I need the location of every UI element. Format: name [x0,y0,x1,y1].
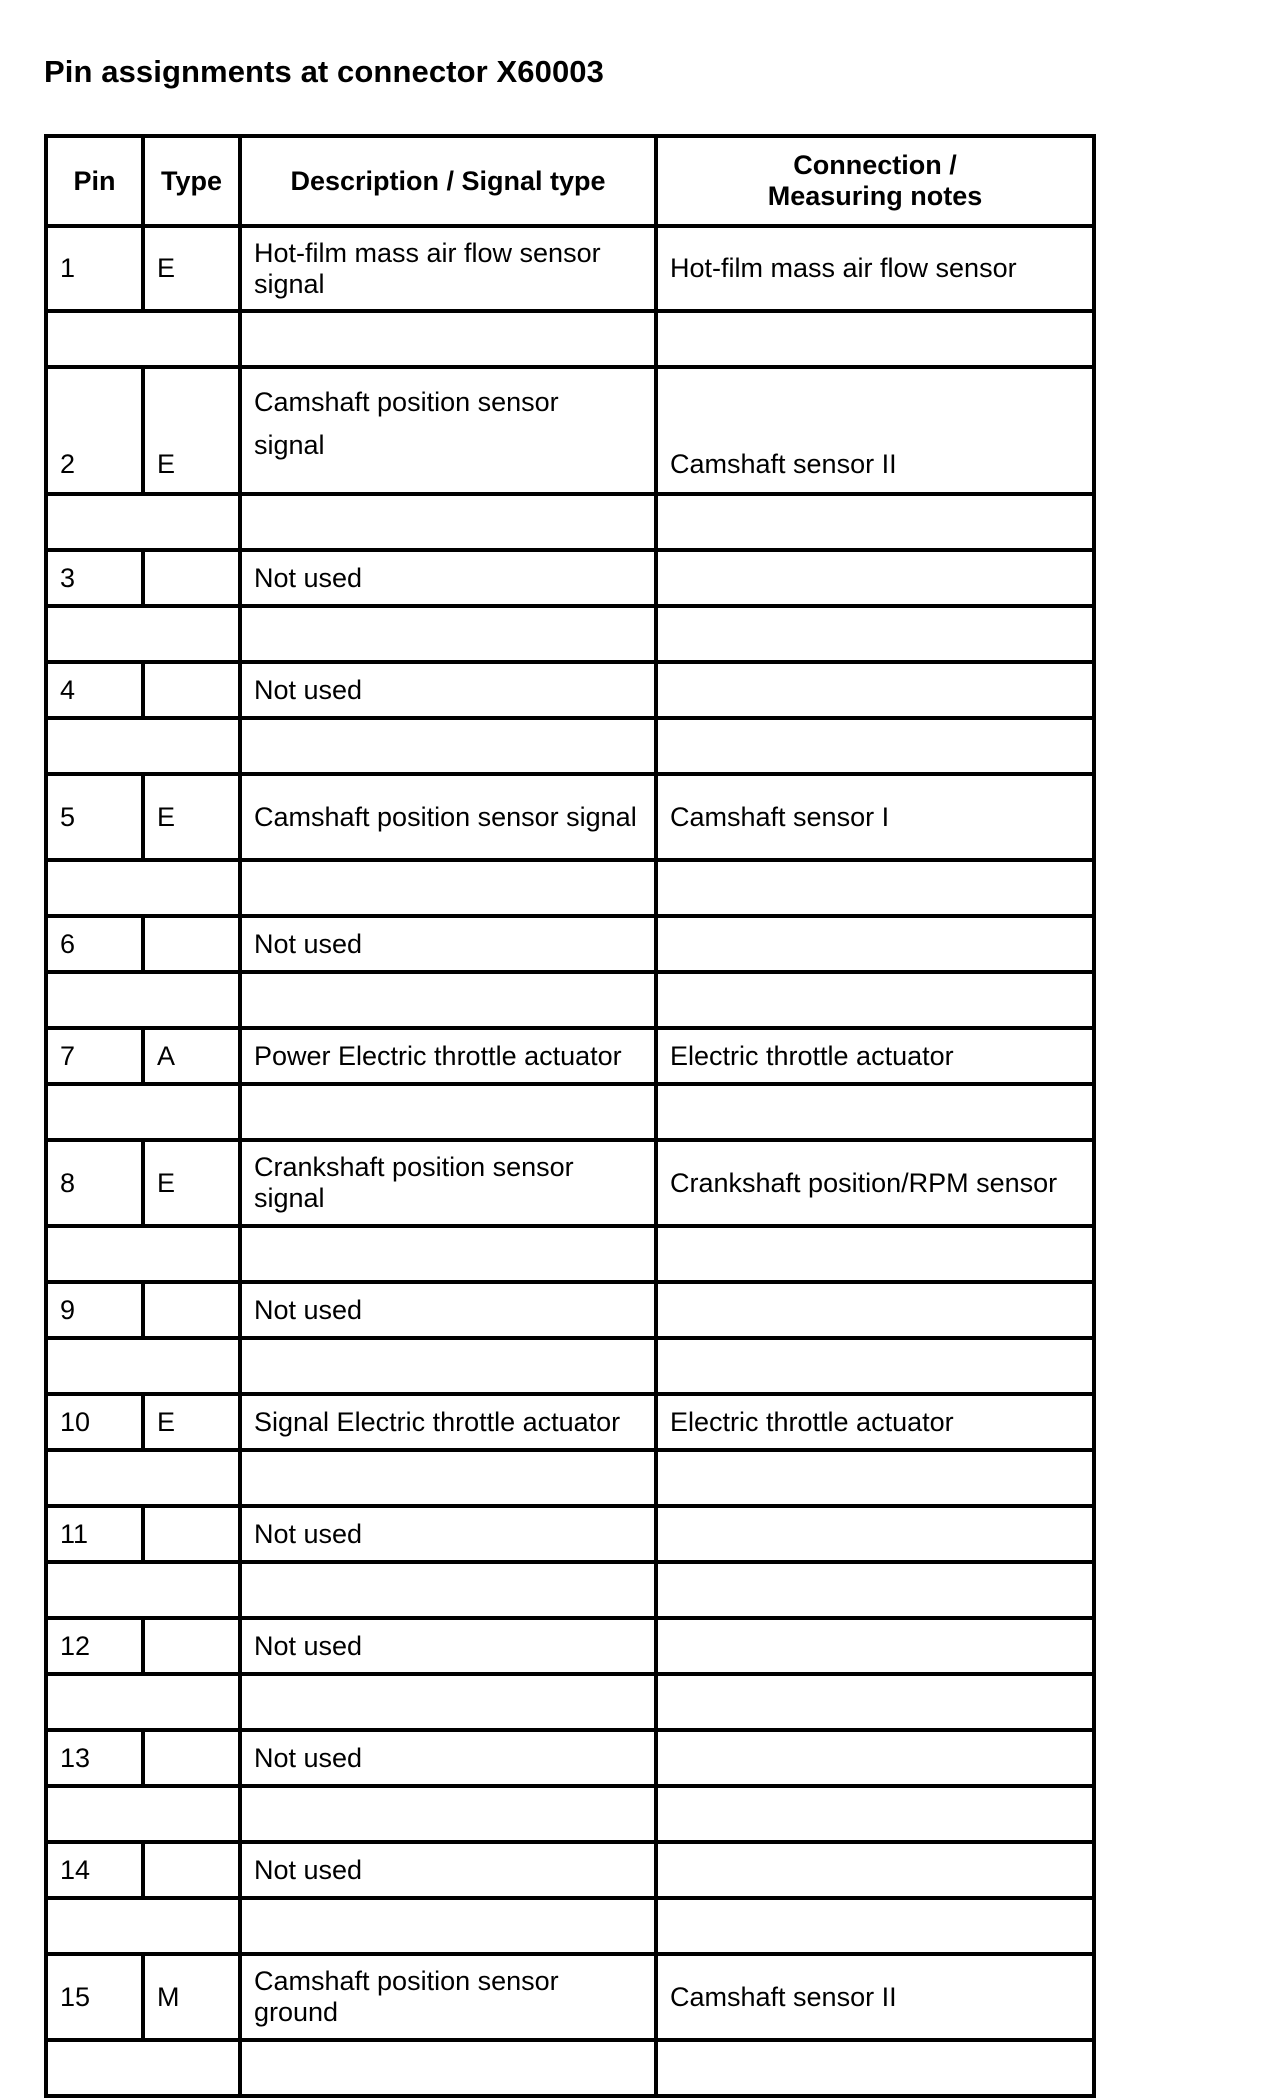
spacer-cell [46,494,240,550]
spacer-row [46,1084,1094,1140]
type-cell: E [143,1394,240,1450]
pin-cell: 9 [46,1282,143,1338]
spacer-row [46,311,1094,367]
header-connection-line2: Measuring notes [767,181,983,211]
connection-cell [656,1842,1094,1898]
header-type: Type [143,136,240,226]
connection-cell [656,1618,1094,1674]
table-row [46,367,1094,494]
type-cell: E [143,226,240,311]
table-row [46,1506,1094,1562]
type-cell [143,1618,240,1674]
spacer-cell [240,494,656,550]
type-cell [143,550,240,606]
connection-cell [656,916,1094,972]
table-row [46,1954,1094,2040]
pin-cell: 14 [46,1842,143,1898]
pin-cell: 13 [46,1730,143,1786]
description-cell: Camshaft position sensor signal [240,774,656,860]
pin-cell: 3 [46,550,143,606]
pin-cell: 12 [46,1618,143,1674]
spacer-cell [240,2040,656,2096]
table-row [46,1394,1094,1450]
pin-cell: 5 [46,774,143,860]
description-cell: Not used [240,1730,656,1786]
spacer-cell [46,1786,240,1842]
spacer-cell [240,311,656,367]
spacer-row [46,1898,1094,1954]
spacer-cell [46,718,240,774]
header-connection-line1: Connection / [793,150,957,180]
description-cell: Not used [240,1282,656,1338]
table-row [46,1730,1094,1786]
spacer-row [46,860,1094,916]
spacer-cell [656,1450,1094,1506]
type-cell [143,1730,240,1786]
spacer-cell [656,860,1094,916]
description-cell: Power Electric throttle actuator [240,1028,656,1084]
spacer-row [46,1226,1094,1282]
connection-cell [656,1730,1094,1786]
type-cell [143,662,240,718]
header-description: Description / Signal type [240,136,656,226]
pin-cell: 10 [46,1394,143,1450]
description-cell: Camshaft position sensor ground [240,1954,656,2040]
description-cell: Not used [240,1618,656,1674]
spacer-cell [656,972,1094,1028]
spacer-row [46,718,1094,774]
type-cell: E [143,367,240,494]
spacer-cell [240,972,656,1028]
spacer-cell [656,1898,1094,1954]
description-cell [240,367,656,494]
spacer-cell [240,1338,656,1394]
header-connection [656,136,1094,226]
connection-cell: Camshaft sensor II [656,1954,1094,2040]
description-cell: Crankshaft position sensor signal [240,1140,656,1226]
spacer-cell [46,1338,240,1394]
spacer-cell [240,1898,656,1954]
description-line: Camshaft position sensor [254,387,559,417]
spacer-cell [240,1450,656,1506]
spacer-row [46,1674,1094,1730]
table-row [46,550,1094,606]
spacer-cell [656,1226,1094,1282]
spacer-cell [240,718,656,774]
table-row [46,774,1094,860]
spacer-row [46,1562,1094,1618]
description-cell: Not used [240,916,656,972]
spacer-cell [46,1084,240,1140]
spacer-row [46,972,1094,1028]
connection-cell: Electric throttle actuator [656,1028,1094,1084]
description-cell: Not used [240,1842,656,1898]
type-cell [143,1842,240,1898]
spacer-row [46,606,1094,662]
header-pin: Pin [46,136,143,226]
pin-cell: 11 [46,1506,143,1562]
connection-cell: Hot-film mass air flow sensor [656,226,1094,311]
connection-cell: Camshaft sensor II [656,367,1094,494]
pin-cell: 8 [46,1140,143,1226]
spacer-cell [656,1084,1094,1140]
spacer-row [46,1450,1094,1506]
type-cell: E [143,774,240,860]
pin-cell: 1 [46,226,143,311]
spacer-cell [656,606,1094,662]
spacer-cell [46,1226,240,1282]
spacer-cell [46,1562,240,1618]
table-row [46,1618,1094,1674]
type-cell: E [143,1140,240,1226]
spacer-cell [240,1226,656,1282]
pin-cell: 15 [46,1954,143,2040]
spacer-cell [656,1338,1094,1394]
spacer-row [46,2040,1094,2096]
spacer-cell [656,1674,1094,1730]
spacer-cell [46,972,240,1028]
table-row [46,1028,1094,1084]
spacer-row [46,494,1094,550]
table-row [46,1140,1094,1226]
type-cell [143,916,240,972]
table-row [46,916,1094,972]
spacer-cell [46,1450,240,1506]
spacer-cell [656,718,1094,774]
page-title: Pin assignments at connector X60003 [44,54,604,89]
spacer-cell [46,1898,240,1954]
table-header-row [46,136,1094,226]
pin-assignment-table [44,134,1096,2098]
description-cell: Not used [240,550,656,606]
spacer-cell [46,2040,240,2096]
type-cell [143,1282,240,1338]
spacer-cell [46,606,240,662]
connection-cell [656,550,1094,606]
type-cell: A [143,1028,240,1084]
spacer-cell [240,1562,656,1618]
spacer-cell [240,1084,656,1140]
pin-cell: 4 [46,662,143,718]
table-row [46,226,1094,311]
description-cell: Hot-film mass air flow sensor signal [240,226,656,311]
spacer-cell [656,2040,1094,2096]
pin-cell: 2 [46,367,143,494]
description-line: signal [254,430,325,460]
type-cell [143,1506,240,1562]
connection-cell: Crankshaft position/RPM sensor [656,1140,1094,1226]
table-row [46,1842,1094,1898]
type-cell: M [143,1954,240,2040]
spacer-cell [240,1786,656,1842]
pin-cell: 7 [46,1028,143,1084]
pin-cell: 6 [46,916,143,972]
spacer-cell [46,311,240,367]
table-row [46,662,1094,718]
connection-cell [656,1506,1094,1562]
description-cell: Not used [240,1506,656,1562]
spacer-cell [656,311,1094,367]
spacer-cell [240,1674,656,1730]
spacer-cell [46,860,240,916]
table-row [46,1282,1094,1338]
description-cell: Not used [240,662,656,718]
connection-cell [656,662,1094,718]
connection-cell: Electric throttle actuator [656,1394,1094,1450]
spacer-row [46,1786,1094,1842]
spacer-row [46,1338,1094,1394]
spacer-cell [656,494,1094,550]
spacer-cell [240,860,656,916]
spacer-cell [656,1786,1094,1842]
spacer-cell [46,1674,240,1730]
connection-cell: Camshaft sensor I [656,774,1094,860]
spacer-cell [240,606,656,662]
description-cell: Signal Electric throttle actuator [240,1394,656,1450]
connection-cell [656,1282,1094,1338]
spacer-cell [656,1562,1094,1618]
